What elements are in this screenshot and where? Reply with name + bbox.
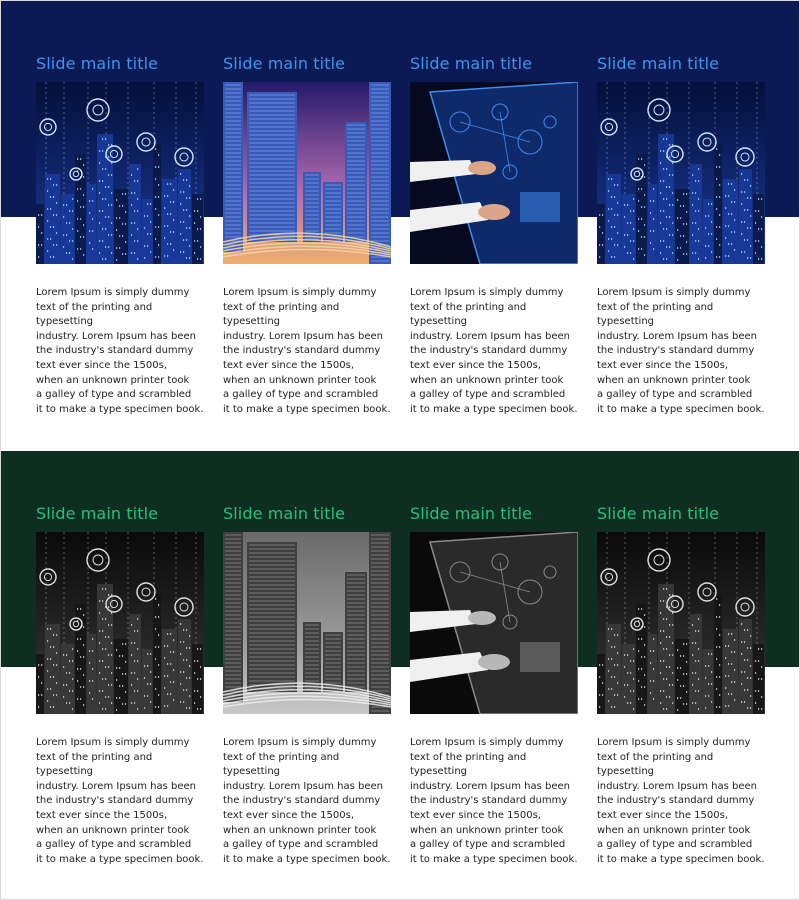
slide-card[interactable]: [597, 502, 765, 865]
touch-screen-photo: [410, 532, 578, 714]
slide-title: Slide main title: [36, 54, 159, 73]
slide-title: Slide main title: [410, 504, 533, 523]
slide-body-text: Lorem Ipsum is simply dummy text of the printing and typesetting industry. Lorem Ipsum has been the industry's standard dummy text ever since the 1500s, when an unknown printer took a galley of type and scrambled it to make a type specimen book.: [410, 287, 578, 415]
slide-title: Slide main title: [410, 54, 533, 73]
city-network-photo: [36, 532, 204, 714]
city-network-photo: [36, 82, 204, 264]
skyscrapers-photo: [223, 82, 391, 264]
slide-body-text: Lorem Ipsum is simply dummy text of the printing and typesetting industry. Lorem Ipsum has been the industry's standard dummy text ever since the 1500s, when an unknown printer took a galley of type and scrambled it to make a type specimen book.: [410, 737, 578, 865]
slide-card[interactable]: [410, 502, 578, 865]
slide-body-text: Lorem Ipsum is simply dummy text of the printing and typesetting industry. Lorem Ipsum has been the industry's standard dummy text ever since the 1500s, when an unknown printer took a galley of type and scrambled it to make a type specimen book.: [223, 737, 391, 865]
slide-set-green: [0, 450, 800, 900]
city-network-photo: [597, 82, 765, 264]
slide-title: Slide main title: [597, 54, 720, 73]
slide-card[interactable]: [223, 502, 391, 865]
slide-body-text: Lorem Ipsum is simply dummy text of the printing and typesetting industry. Lorem Ipsum has been the industry's standard dummy text ever since the 1500s, when an unknown printer took a galley of type and scrambled it to make a type specimen book.: [36, 737, 204, 865]
slide-title: Slide main title: [36, 504, 159, 523]
slide-body-text: Lorem Ipsum is simply dummy text of the printing and typesetting industry. Lorem Ipsum has been the industry's standard dummy text ever since the 1500s, when an unknown printer took a galley of type and scrambled it to make a type specimen book.: [597, 737, 765, 865]
slide-body-text: Lorem Ipsum is simply dummy text of the printing and typesetting industry. Lorem Ipsum has been the industry's standard dummy text ever since the 1500s, when an unknown printer took a galley of type and scrambled it to make a type specimen book.: [597, 287, 765, 415]
skyscrapers-photo: [223, 532, 391, 714]
slide-card[interactable]: [223, 52, 391, 415]
slide-title: Slide main title: [223, 504, 346, 523]
slide-card[interactable]: [410, 52, 578, 415]
slide-title: Slide main title: [597, 504, 720, 523]
slide-card[interactable]: [597, 52, 765, 415]
slide-body-text: Lorem Ipsum is simply dummy text of the printing and typesetting industry. Lorem Ipsum has been the industry's standard dummy text ever since the 1500s, when an unknown printer took a galley of type and scrambled it to make a type specimen book.: [223, 287, 391, 415]
touch-screen-photo: [410, 82, 578, 264]
slide-title: Slide main title: [223, 54, 346, 73]
slide-card[interactable]: [36, 502, 204, 865]
city-network-photo: [597, 532, 765, 714]
slide-card[interactable]: [36, 52, 204, 415]
slide-body-text: Lorem Ipsum is simply dummy text of the printing and typesetting industry. Lorem Ipsum has been the industry's standard dummy text ever since the 1500s, when an unknown printer took a galley of type and scrambled it to make a type specimen book.: [36, 287, 204, 415]
